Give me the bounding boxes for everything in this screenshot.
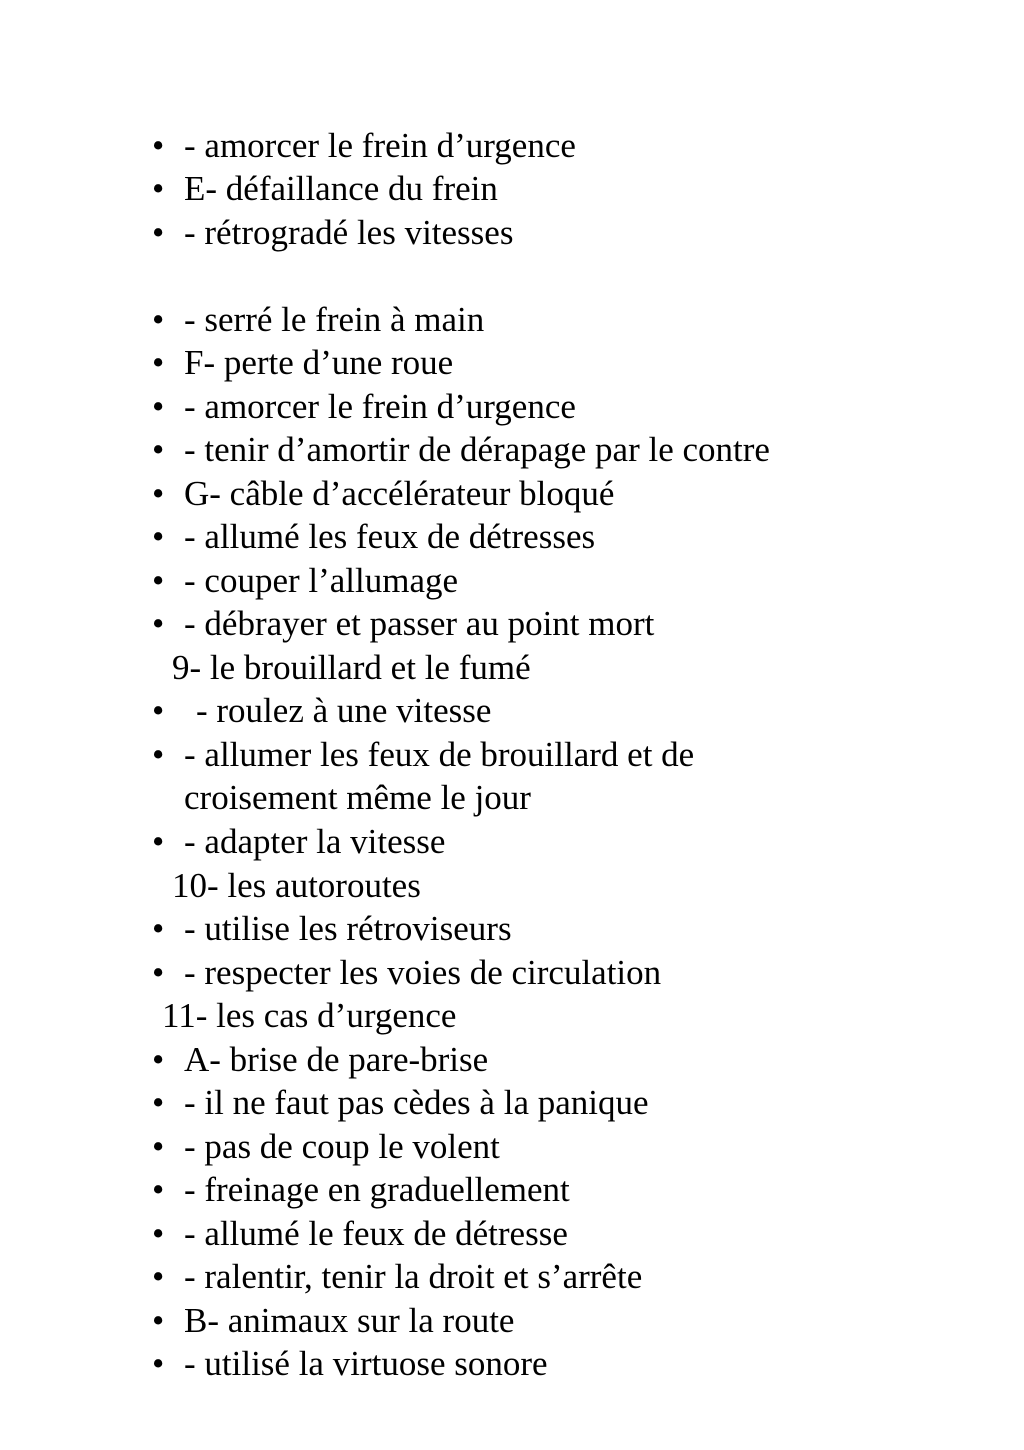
list-item-text: - roulez à une vitesse: [196, 691, 492, 730]
list-item-text: - tenir d’amortir de dérapage par le contre: [184, 430, 770, 469]
bullet-icon: •: [152, 561, 165, 600]
list-item-text: - il ne faut pas cèdes à la panique: [184, 1083, 649, 1122]
bullet-icon: •: [152, 1170, 165, 1209]
bullet-icon: •: [152, 430, 165, 469]
list-item-text: - allumer les feux de brouillard et de: [184, 735, 695, 774]
bullet-icon: •: [152, 735, 165, 774]
list-item-text: - serré le frein à main: [184, 300, 485, 339]
bullet-icon: •: [152, 1040, 165, 1079]
list-item-text: - respecter les voies de circulation: [184, 953, 662, 992]
section-heading-text: 11- les cas d’urgence: [162, 996, 457, 1035]
list-item-text: - utilise les rétroviseurs: [184, 909, 512, 948]
bullet-icon: •: [152, 343, 165, 382]
list-item-text: - allumé le feux de détresse: [184, 1214, 568, 1253]
list-item-text: - ralentir, tenir la droit et s’arrête: [184, 1257, 643, 1296]
list-item-text: - pas de coup le volent: [184, 1127, 500, 1166]
list-item-text: E- défaillance du frein: [184, 169, 498, 208]
bullet-icon: •: [152, 474, 165, 513]
list-item-text: - amorcer le frein d’urgence: [184, 126, 576, 165]
list-item-text: B- animaux sur la route: [184, 1301, 515, 1340]
bullet-icon: •: [152, 1257, 165, 1296]
list-item-text: - utilisé la virtuose sonore: [184, 1344, 548, 1383]
list-item-text: - freinage en graduellement: [184, 1170, 570, 1209]
bullet-icon: •: [152, 604, 165, 643]
bullet-icon: •: [152, 1301, 165, 1340]
section-heading-text: 9- le brouillard et le fumé: [172, 648, 531, 687]
list-item-text: G- câble d’accélérateur bloqué: [184, 474, 615, 513]
list-item-text: F- perte d’une roue: [184, 343, 454, 382]
bullet-icon: •: [152, 517, 165, 556]
list-item-text: croisement même le jour: [184, 778, 531, 817]
bullet-icon: •: [152, 691, 165, 730]
list-item-text: A- brise de pare-brise: [184, 1040, 489, 1079]
bullet-icon: •: [152, 822, 165, 861]
bullet-icon: •: [152, 213, 165, 252]
bullet-icon: •: [152, 126, 165, 165]
bullet-icon: •: [152, 953, 165, 992]
bullet-icon: •: [152, 1214, 165, 1253]
bullet-icon: •: [152, 387, 165, 426]
bullet-icon: •: [152, 1127, 165, 1166]
list-item-text: - adapter la vitesse: [184, 822, 446, 861]
list-item-text: - allumé les feux de détresses: [184, 517, 596, 556]
list-item-text: - rétrogradé les vitesses: [184, 213, 514, 252]
bullet-icon: •: [152, 1083, 165, 1122]
list-item-text: - débrayer et passer au point mort: [184, 604, 655, 643]
list-item-text: - couper l’allumage: [184, 561, 459, 600]
bullet-icon: •: [152, 1344, 165, 1383]
bullet-icon: •: [152, 909, 165, 948]
bullet-icon: •: [152, 169, 165, 208]
bullet-icon: •: [152, 300, 165, 339]
section-heading-text: 10- les autoroutes: [172, 866, 421, 905]
list-item-text: - amorcer le frein d’urgence: [184, 387, 576, 426]
